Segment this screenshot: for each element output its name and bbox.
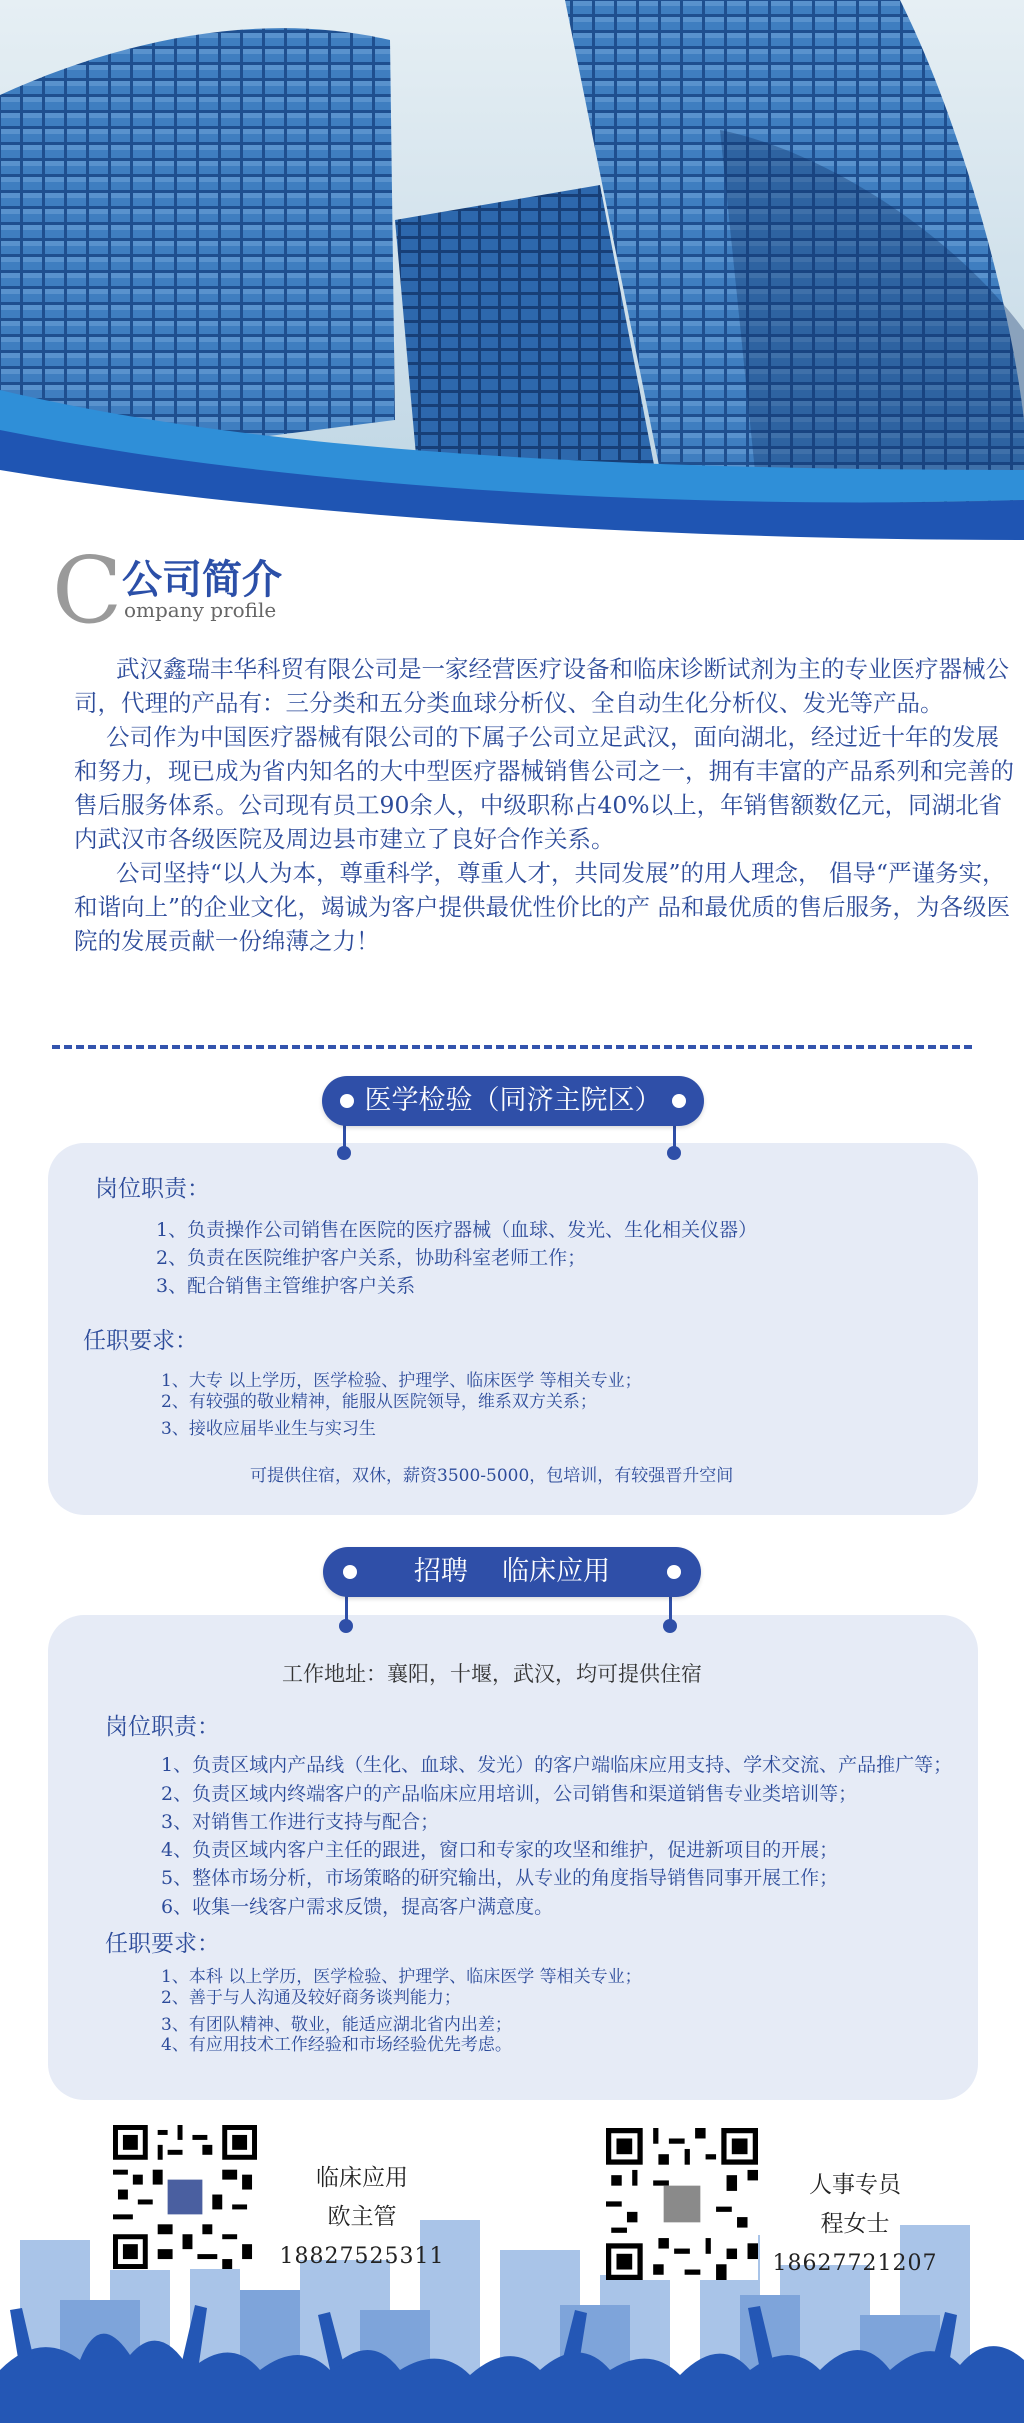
contact-name: 欧主管: [327, 2204, 397, 2230]
job1-benefits: 可提供住宿，双休，薪资3500-5000，包培训，有较强晋升空间: [250, 1466, 734, 1486]
section-subtitle: ompany profile: [124, 598, 277, 622]
job2-req: 3、有团队精神、敬业，能适应湖北省内出差；: [161, 2015, 512, 2035]
contact-phone: 18627721207: [772, 2251, 938, 2276]
job2-req: 1、本科 以上学历，医学检验、护理学、临床医学 等相关专业；: [161, 1967, 642, 1987]
contact-name: 程女士: [820, 2211, 890, 2237]
job1-title: 医学检验（同济主院区）: [364, 1085, 662, 1116]
intro-paragraph: 公司作为中国医疗器械有限公司的下属子公司立足武汉，面向湖北，经过近十年的发展和努力，现已成为省内知名的大中型医疗器械销售公司之一，拥有丰富的产品系列和完善的售后服务体系。公司现有员工90余人，中级职称占40%以上，年销售额数亿元，同湖北省内武汉市各级医院及周边县市建立了良好合作关系。: [74, 723, 1014, 853]
job2-duty: 3、对销售工作进行支持与配合；: [161, 1811, 440, 1833]
intro-paragraph: 公司坚持“以人为本，尊重科学，尊重人才，共同发展”的用人理念， 倡导“严谨务实，和谐向上”的企业文化，竭诚为客户提供最优性价比的产 品和最优质的售后服务，为各级医院的发展贡献一份绵薄之力！: [74, 859, 1010, 955]
job2-duties-heading: 岗位职责：: [105, 1714, 220, 1740]
dot-icon: [340, 1094, 354, 1108]
job1-req: 1、大专 以上学历，医学检验、护理学、临床医学 等相关专业；: [161, 1371, 642, 1391]
job1-duties-heading: 岗位职责：: [95, 1176, 210, 1202]
job2-duty: 2、负责区域内终端客户的产品临床应用培训，公司销售和渠道销售专业类培训等；: [161, 1783, 858, 1805]
job2-req: 2、善于与人沟通及较好商务谈判能力；: [161, 1988, 461, 2008]
job1-duty: 3、配合销售主管维护客户关系: [156, 1275, 416, 1297]
qr-code: [113, 2125, 257, 2269]
job2-req-heading: 任职要求：: [105, 1931, 220, 1957]
job2-title: 招聘 临床应用: [413, 1556, 611, 1587]
job2-duty: 4、负责区域内客户主任的跟进，窗口和专家的攻坚和维护，促进新项目的开展；: [161, 1839, 839, 1861]
contact-role: 人事专员: [809, 2172, 901, 2198]
qr-code-icon: [113, 2125, 257, 2269]
job2-location: 工作地址：襄阳，十堰，武汉，均可提供住宿: [282, 1662, 702, 1686]
intro-paragraph: 武汉鑫瑞丰华科贸有限公司是一家经营医疗设备和临床诊断试剂为主的专业医疗器械公司，代理的产品有：三分类和五分类血球分析仪、全自动生化分析仪、发光等产品。: [74, 655, 1009, 717]
skyscraper-illustration: [0, 0, 1024, 590]
contact-role: 临床应用: [316, 2165, 408, 2191]
contact-block: [272, 2159, 452, 2276]
dot-icon: [343, 1565, 357, 1579]
job2-req: 4、有应用技术工作经验和市场经验优先考虑。: [161, 2035, 512, 2055]
company-intro: [74, 652, 1014, 958]
hero-banner: [0, 0, 1024, 590]
qr-code-icon: [606, 2128, 758, 2280]
job1-duty: 2、负责在医院维护客户关系，协助科室老师工作；: [156, 1247, 587, 1269]
job2-duty: 5、整体市场分析，市场策略的研究输出，从专业的角度指导销售同事开展工作；: [161, 1867, 839, 1889]
contact-phone: 18827525311: [279, 2244, 445, 2269]
job1-req-heading: 任职要求：: [83, 1328, 198, 1354]
contact-block: [765, 2166, 945, 2283]
job2-duty: 1、负责区域内产品线（生化、血球、发光）的客户端临床应用支持、学术交流、产品推广等；: [161, 1754, 953, 1776]
section-title: 公司简介: [122, 557, 282, 603]
job1-title-pill: [322, 1076, 704, 1126]
dot-icon: [672, 1094, 686, 1108]
job2-title-pill: [323, 1547, 701, 1597]
job1-req: 3、接收应届毕业生与实习生: [161, 1419, 376, 1439]
job2-duty: 6、收集一线客户需求反馈，提高客户满意度。: [161, 1896, 554, 1918]
job1-req: 2、有较强的敬业精神，能服从医院领导，维系双方关系；: [161, 1392, 597, 1412]
dot-icon: [667, 1565, 681, 1579]
job1-duty: 1、负责操作公司销售在医院的医疗器械（血球、发光、生化相关仪器）: [156, 1219, 758, 1241]
dashed-divider: [52, 1045, 972, 1049]
qr-code: [606, 2128, 758, 2280]
section-letter: C: [52, 537, 123, 644]
